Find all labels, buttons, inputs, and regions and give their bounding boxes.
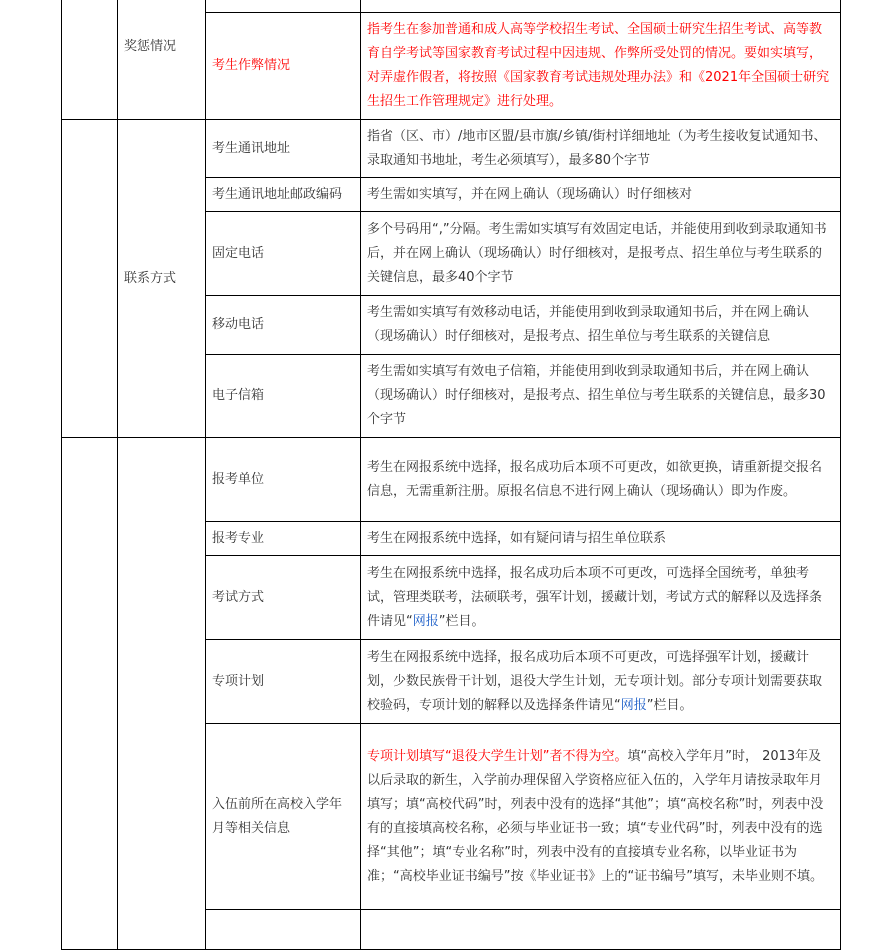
wangbao-link[interactable]: 网报 — [620, 697, 647, 713]
desc-cell-institution: 考生在网报系统中选择，报名成功后本项不可更改，如欲更换，请重新提交报名信息，无需重新注册。原报名信息不进行网上确认（现场确认）即为作废。 — [361, 438, 841, 522]
desc-text: ”栏目。 — [438, 613, 485, 629]
desc-cell-special-plan — [361, 640, 841, 724]
category-cell-contact: 联系方式 — [118, 120, 206, 438]
desc-text: 考生在网报系统中选择，报名成功后本项不可更改，可选择强军计划，援藏计划，少数民族骨干计划，退役大学生计划，无专项计划。部分专项计划需要获取校验码，专项计划的解释以及选择条件请见“ — [367, 649, 823, 713]
section-cell — [62, 0, 118, 120]
desc-cell-exam-mode — [361, 556, 841, 640]
table-row — [62, 0, 841, 13]
field-cell — [206, 910, 361, 950]
table-row — [62, 438, 841, 522]
field-cell-email: 电子信箱 — [206, 355, 361, 438]
field-cell-major: 报考专业 — [206, 522, 361, 556]
field-cell-exam-mode: 考试方式 — [206, 556, 361, 640]
desc-cell-cheating: 指考生在参加普通和成人高等学校招生考试、全国硕士研究生招生考试、高等教育自学考试等国家教育考试过程中因违规、作弊所受处罚的情况。要如实填写，对弄虚作假者，将按照《国家教育考试违规处理办法》和《2021年全国硕士研究生招生工作管理规定》进行处理。 — [361, 13, 841, 120]
wangbao-link[interactable]: 网报 — [412, 613, 439, 629]
table-row — [62, 120, 841, 178]
field-cell-landline: 固定电话 — [206, 212, 361, 296]
category-cell-rewards: 奖惩情况 — [118, 0, 206, 120]
desc-text: 考生在网报系统中选择，报名成功后本项不可更改，可选择全国统考，单独考试，管理类联考，法硕联考，强军计划，援藏计划，考试方式的解释以及选择条件请见“ — [367, 565, 823, 629]
desc-cell-landline: 多个号码用“,”分隔。考生需如实填写有效固定电话，并能使用到收到录取通知书后，并在网上确认（现场确认）时仔细核对，是报考点、招生单位与考生联系的关键信息，最多40个字节 — [361, 212, 841, 296]
section-cell — [62, 438, 118, 950]
desc-cell-mobile: 考生需如实填写有效移动电话，并能使用到收到录取通知书后，并在网上确认（现场确认）时仔细核对，是报考点、招生单位与考生联系的关键信息 — [361, 296, 841, 355]
desc-cell-major: 考生在网报系统中选择，如有疑问请与招生单位联系 — [361, 522, 841, 556]
field-cell-institution: 报考单位 — [206, 438, 361, 522]
field-cell — [206, 0, 361, 13]
desc-text: 填“高校入学年月”时， 2013年及以后录取的新生，入学前办理保留入学资格应征入伍的，入学年月请按录取年月填写；填“高校代码”时，列表中没有的选择“其他”；填“高校名称”时，列表中没有的直接填高校名称，必须与毕业证书一致；填“专业代码”时，列表中没有的选择“其他”；填“专业名称”时，列表中没有的直接填专业名称，以毕业证书为准；“高校毕业证书编号”按《毕业证书》上的“证书编号”填写，未毕业则不填。 — [367, 748, 824, 884]
field-cell-mobile: 移动电话 — [206, 296, 361, 355]
category-cell-application — [118, 438, 206, 950]
section-cell — [62, 120, 118, 438]
desc-cell — [361, 910, 841, 950]
field-cell-postcode: 考生通讯地址邮政编码 — [206, 178, 361, 212]
desc-cell — [361, 0, 841, 13]
registration-info-table — [61, 0, 841, 950]
field-cell-prior-college: 入伍前所在高校入学年月等相关信息 — [206, 724, 361, 910]
desc-cell-prior-college — [361, 724, 841, 910]
field-cell-special-plan: 专项计划 — [206, 640, 361, 724]
desc-text: ”栏目。 — [646, 697, 693, 713]
warning-text: 专项计划填写“退役大学生计划”者不得为空。 — [367, 748, 628, 764]
field-cell-cheating: 考生作弊情况 — [206, 13, 361, 120]
desc-cell-postcode: 考生需如实填写，并在网上确认（现场确认）时仔细核对 — [361, 178, 841, 212]
desc-cell-email: 考生需如实填写有效电子信箱，并能使用到收到录取通知书后，并在网上确认（现场确认）时仔细核对，是报考点、招生单位与考生联系的关键信息，最多30个字节 — [361, 355, 841, 438]
desc-cell-address: 指省（区、市）/地市区盟/县市旗/乡镇/街村详细地址（为考生接收复试通知书、录取通知书地址，考生必须填写），最多80个字节 — [361, 120, 841, 178]
field-cell-address: 考生通讯地址 — [206, 120, 361, 178]
